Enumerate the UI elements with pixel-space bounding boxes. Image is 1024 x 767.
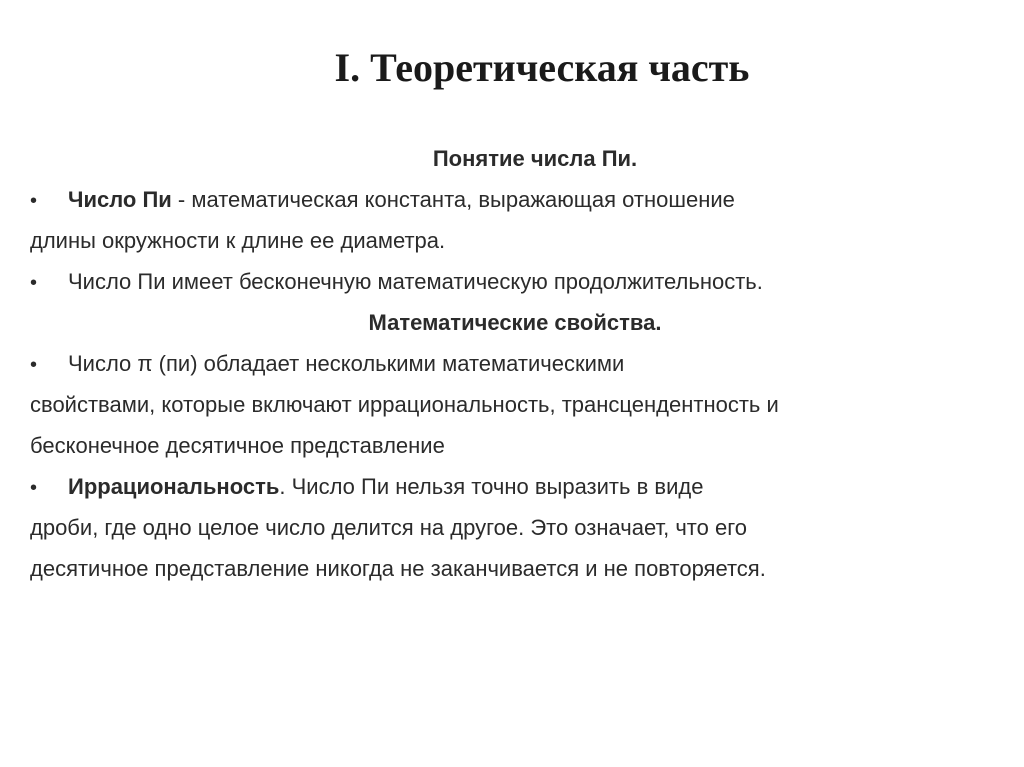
bullet-irrationality <box>30 466 1000 507</box>
bullet-pi-infinite <box>30 261 1000 302</box>
bullet-marker: • <box>30 190 38 212</box>
term-irrationality: Иррациональность <box>68 474 280 499</box>
pi-properties-line2: свойствами, которые включают иррациональность, трансцендентность и <box>30 392 779 417</box>
irrationality-line2: дроби, где одно целое число делится на другое. Это означает, что его <box>30 515 747 540</box>
pi-properties-line1: Число π (пи) обладает несколькими математическими <box>68 351 625 376</box>
pi-definition-continuation: длины окружности к длине ее диаметра. <box>30 228 446 253</box>
bullet-marker: • <box>30 354 38 376</box>
pi-definition-text: - математическая константа, выражающая отношение <box>171 187 735 212</box>
bullet-pi-definition <box>30 179 1000 220</box>
pi-properties-line3: бесконечное десятичное представление <box>30 433 445 458</box>
bullet-marker: • <box>30 272 38 294</box>
slide-title: I. Теоретическая часть <box>334 45 750 90</box>
bullet-pi-properties <box>30 343 1000 384</box>
bullet-marker: • <box>30 477 38 499</box>
irrationality-text: . Число Пи нельзя точно выразить в виде <box>279 474 704 499</box>
section-heading-math-properties: Математические свойства. <box>368 310 662 335</box>
term-pi: Число Пи <box>68 187 172 212</box>
irrationality-line3: десятичное представление никогда не заканчивается и не повторяется. <box>30 556 766 581</box>
section-heading-pi-concept: Понятие числа Пи. <box>432 146 638 171</box>
slide-content <box>30 138 1000 589</box>
pi-infinite-text: Число Пи имеет бесконечную математическую продолжительность. <box>68 269 763 294</box>
